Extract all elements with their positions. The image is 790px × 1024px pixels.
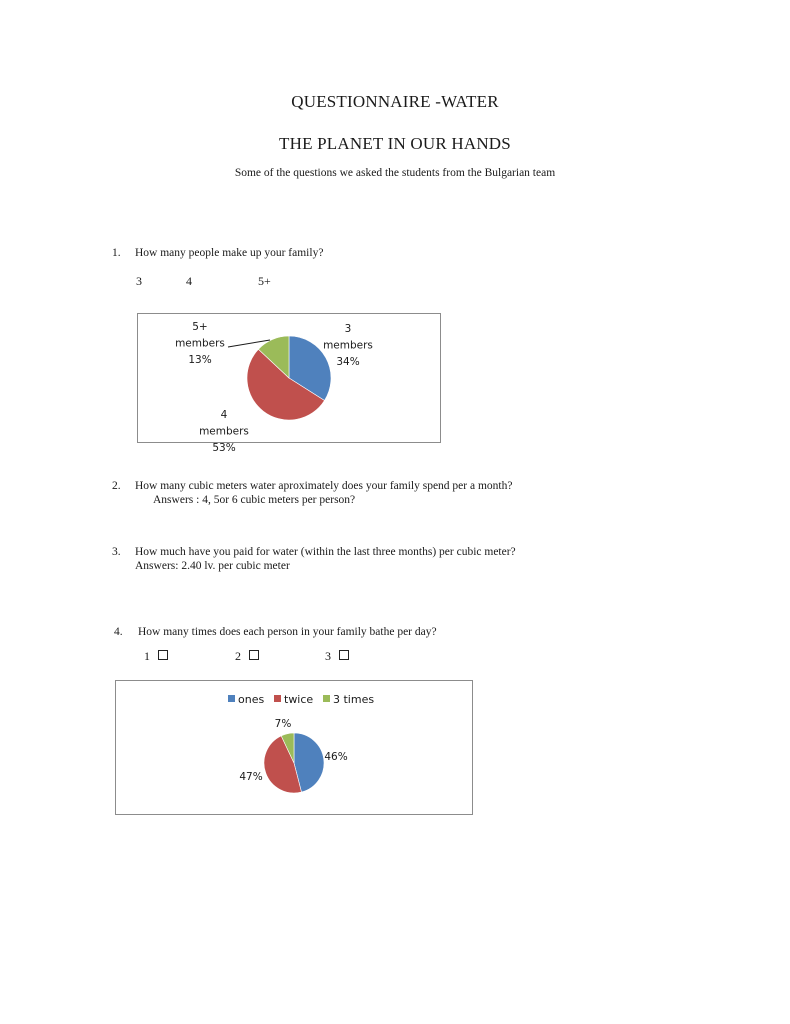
- question-text: How many times does each person in your family bathe per day?: [138, 626, 437, 638]
- question-text: How much have you paid for water (within the last three months) per cubic meter?: [135, 546, 516, 558]
- option-label: 1: [144, 649, 150, 663]
- option-3-group: [325, 649, 349, 664]
- bathing-frequency-pie-svg: [116, 681, 472, 814]
- bathe-pie-label-1: 47%: [239, 771, 263, 783]
- document-intro: Some of the questions we asked the students from the Bulgarian team: [234, 167, 556, 179]
- bathing-frequency-pie-chart: [115, 680, 473, 815]
- family-pie-label-2: 5+: [192, 321, 208, 333]
- option-1-checkbox[interactable]: [158, 650, 168, 660]
- document-subtitle-heading: THE PLANET IN OUR HANDS: [279, 134, 511, 153]
- bathe-pie-label-2: 7%: [274, 718, 292, 730]
- option-2-group: [235, 649, 259, 664]
- bathe-pie-label-0: 46%: [324, 751, 348, 763]
- option-label: 2: [235, 649, 241, 663]
- answer-text: Answers: 2.40 lv. per cubic meter: [135, 560, 290, 572]
- family-pie-label-0: members: [323, 339, 373, 352]
- document-title: QUESTIONNAIRE -WATER: [291, 92, 499, 111]
- family-pie-label-1: 53%: [212, 442, 236, 454]
- question-number: 4.: [114, 626, 123, 638]
- option-label: 4: [186, 274, 192, 288]
- family-size-pie-svg: [138, 314, 440, 454]
- family-pie-label-2: 13%: [188, 354, 212, 366]
- question-text: How many cubic meters water aproximately does your family spend per a month?: [135, 480, 513, 492]
- answer-text: Answers : 4, 5or 6 cubic meters per person?: [153, 494, 356, 506]
- family-pie-label-1: 4: [220, 409, 228, 421]
- family-pie-label-0: 34%: [336, 356, 360, 368]
- question-text: How many people make up your family?: [135, 247, 324, 259]
- option-label: 3: [136, 274, 142, 288]
- family-pie-label-2: members: [175, 337, 225, 350]
- family-size-pie-chart: [137, 313, 441, 454]
- question-number: 3.: [112, 546, 121, 558]
- bathe-legend-label-2: 3 times: [333, 693, 375, 706]
- family-pie-label-1: members: [199, 425, 249, 438]
- bathe-legend-label-0: ones: [238, 693, 265, 706]
- option-2-checkbox[interactable]: [249, 650, 259, 660]
- option-label: 5+: [258, 274, 271, 288]
- bathe-legend-swatch-2: [323, 695, 330, 702]
- bathe-legend-label-1: twice: [284, 693, 314, 706]
- option-1-group: [144, 649, 168, 664]
- bathe-legend-swatch-1: [274, 695, 281, 702]
- option-3-checkbox[interactable]: [339, 650, 349, 660]
- option-label: 3: [325, 649, 331, 663]
- question-number: 2.: [112, 480, 121, 492]
- question-number: 1.: [112, 247, 121, 259]
- bathe-legend-swatch-0: [228, 695, 235, 702]
- family-pie-label-0: 3: [344, 323, 352, 335]
